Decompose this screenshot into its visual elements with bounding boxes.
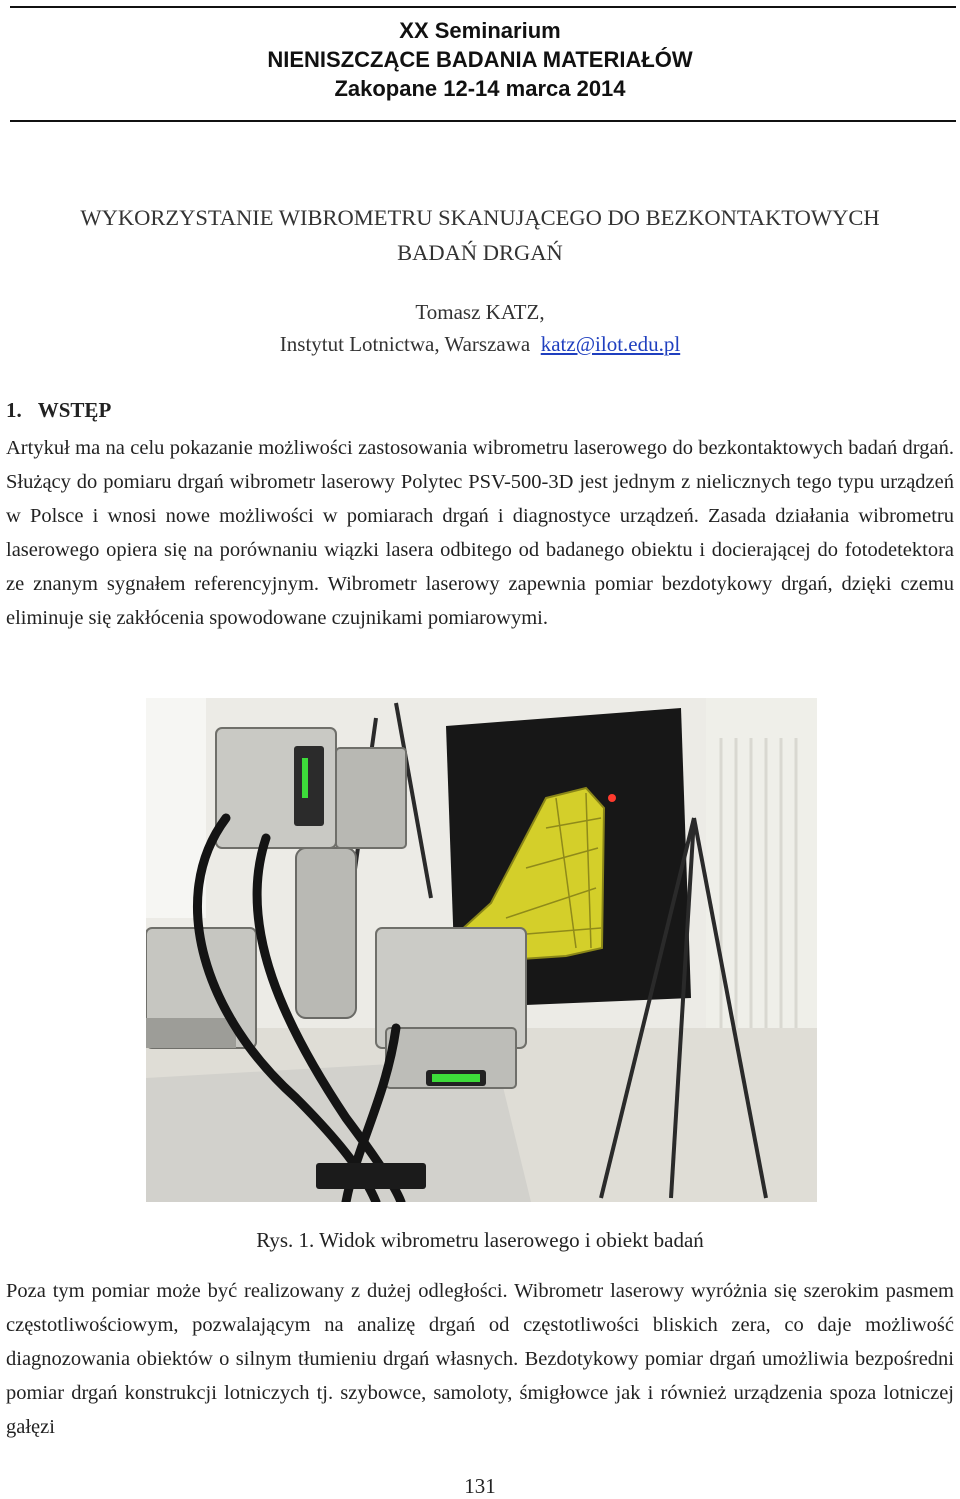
author-affiliation: Instytut Lotnictwa, Warszawa bbox=[279, 332, 531, 356]
paper-title bbox=[0, 200, 960, 270]
paper-title-line-2: BADAŃ DRGAŃ bbox=[397, 240, 563, 265]
author-affiliation-line bbox=[0, 328, 960, 360]
section-title: WSTĘP bbox=[37, 398, 112, 422]
conference-header bbox=[0, 16, 960, 103]
author-name: Tomasz KATZ, bbox=[415, 300, 545, 324]
section-heading bbox=[6, 398, 111, 423]
header-rule-bottom bbox=[10, 120, 956, 122]
figure-caption: Rys. 1. Widok wibrometru laserowego i obiekt badań bbox=[256, 1228, 704, 1252]
paragraph-intro: Artykuł ma na celu pokazanie możliwości zastosowania wibrometru laserowego do bezkontaktowych badań drgań. Służący do pomiaru drgań wibrometr laserowy Polytec PSV-500-3D jest jednym z nielicznych tego typu urządzeń w Polsce i wnosi nowe możliwości w pomiarach drgań i diagnostyce urządzeń. Zasada działania wibrometru laserowego opiera się na porównaniu wiązki lasera odbitego od badanego obiektu i docierającej do fotodetektora ze znanym sygnałem referencyjnym. Wibrometr laserowy zapewnia pomiar bezdotykowy drgań, dzięki czemu eliminuje się zakłócenia spowodowane czujnikami pomiarowymi. bbox=[6, 437, 954, 629]
author-email-link[interactable]: katz@ilot.edu.pl bbox=[540, 332, 681, 356]
page-number: 131 bbox=[464, 1474, 496, 1498]
section-number: 1. bbox=[6, 398, 22, 422]
author-block bbox=[0, 296, 960, 360]
conference-name: XX Seminarium bbox=[399, 18, 561, 43]
paper-title-line-1: WYKORZYSTANIE WIBROMETRU SKANUJĄCEGO DO BEZKONTAKTOWYCH bbox=[80, 205, 880, 230]
paragraph-continued: Poza tym pomiar może być realizowany z dużej odległości. Wibrometr laserowy wyróżnia się szerokim pasmem częstotliwościowym, pozwalającym na analizę drgań od częstotliwości bliskich zera, co daje możliwość diagnozowania obiektów o silnym tłumieniu drgań własnych. Bezdotykowy pomiar drgań umożliwia bezpośredni pomiar drgań konstrukcji lotniczych tj. szybowce, samoloty, śmigłowce jak i również urządzenia spoza lotniczej gałęzi bbox=[6, 1280, 954, 1438]
conference-subtitle: NIENISZCZĄCE BADANIA MATERIAŁÓW bbox=[267, 47, 693, 72]
header-rule-top bbox=[10, 6, 956, 8]
conference-place-date: Zakopane 12-14 marca 2014 bbox=[334, 76, 626, 101]
figure-photo-vibrometer bbox=[146, 698, 817, 1202]
